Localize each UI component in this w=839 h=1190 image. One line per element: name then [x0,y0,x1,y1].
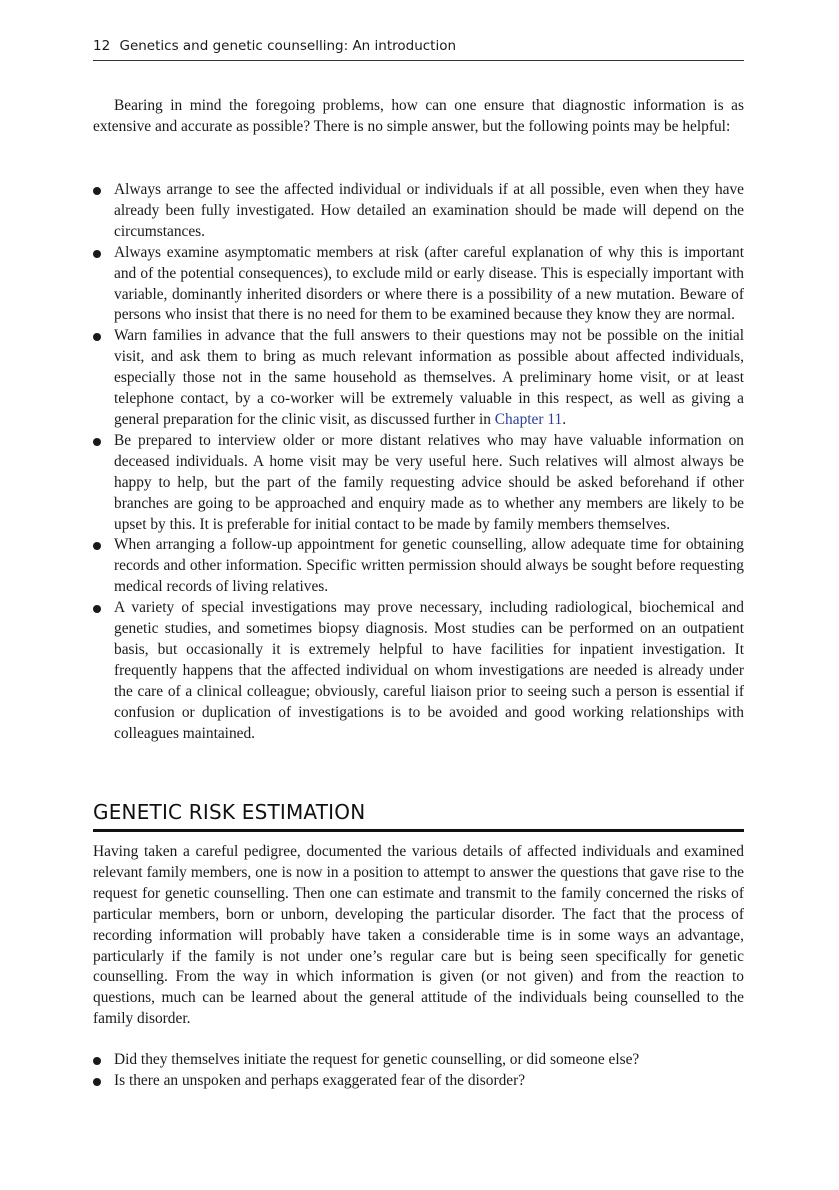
list-item-text: Always examine asymptomatic members at risk (after careful explanation of why this is important and of the potential consequences), to exclude mild or early disease. This is especially important with variable, dominantly inherited disorders or where there is a possibility of a new mutation. Beware of persons who insist that there is no need for them to be examined because they know they are normal. [114,243,744,324]
bullet-icon [93,333,101,341]
list-item-text: Did they themselves initiate the request for genetic counselling, or did someone else? [114,1051,640,1068]
bullet-icon [93,438,101,446]
section-paragraph: Having taken a careful pedigree, documented the various details of affected individuals and examined relevant family members, one is now in a position to attempt to answer the questions that gave rise to the request for genetic counselling. Then one can estimate and transmit to the family concerned the risks of particular members, born or unborn, developing the particular disorder. The fact that the process of recording information will probably have taken a considerable time is in some ways an advantage, particularly if the family is not under one’s regular care but is being seen specifically for genetic counselling. From the way in which information is given (or not given) and from the reaction to questions, much can be learned about the general attitude of the individuals being counselled to the family disorder. [93,843,744,1028]
bullet-icon [93,187,101,195]
list-item-text: Is there an unspoken and perhaps exaggerated fear of the disorder? [114,1071,526,1089]
chapter-11-link[interactable]: Chapter 11 [494,410,563,428]
list-item [93,1050,744,1071]
section-heading: GENETIC RISK ESTIMATION [93,800,744,832]
section-bullet-list [93,1050,744,1092]
list-item-text-after-link: . [562,410,567,428]
list-item-text-before-link: Warn families in advance that the full answers to their questions may not be possible on the initial visit, and ask them to bring as much relevant information as possible about affected individuals, especially those not in the same household as themselves. A preliminary home visit, or at least telephone contact, by a co-worker will be extremely valuable in this respect, as well as giving a general preparation for the clinic visit, as discussed further in [114,327,744,428]
bullet-icon [93,605,101,613]
page-number: 12 [93,38,111,54]
list-item [93,598,744,744]
list-item-text: A variety of special investigations may prove necessary, including radiological, biochemical and genetic studies, and sometimes biopsy diagnosis. Most studies can be performed on an outpatient basis, but occasionally it is extremely helpful to have facilities for inpatient investigation. It frequently happens that the affected individual on whom investigations are needed is already under the care of a clinical colleague; obviously, careful liaison prior to seeing such a person is essential if confusion or duplication of investigations is to be avoided and good working relationships with colleagues maintained. [114,599,744,742]
bullet-list [93,180,744,744]
list-item-text: Always arrange to see the affected individual or individuals if at all possible, even when they have already been fully investigated. How detailed an examination should be made will depend on the circumstances. [114,181,744,240]
running-title: Genetics and genetic counselling: An introduction [119,38,457,54]
list-item [93,180,744,243]
bullet-icon [93,1057,101,1065]
list-item-text: Be prepared to interview older or more distant relatives who may have valuable information on deceased individuals. A home visit may be very useful here. Such relatives will almost always be happy to help, but the part of the family requesting advice should be asked beforehand if other branches are going to be approached and enquiry made as to whether any members are likely to be upset by this. It is preferable for initial contact to be made by family members themselves. [114,431,744,533]
list-item [93,1071,744,1092]
bullet-icon [93,1078,101,1086]
bullet-icon [93,542,101,550]
list-item-text: When arranging a follow-up appointment for genetic counselling, allow adequate time for obtaining records and other information. Specific written permission should always be sought before requesting medical records of living relatives. [114,536,744,596]
list-item [93,326,744,431]
list-item [93,535,744,598]
list-item [93,431,744,536]
intro-paragraph: Bearing in mind the foregoing problems, how can one ensure that diagnostic information is as extensive and accurate as possible? There is no simple answer, but the following points may be helpful: [93,97,744,135]
bullet-icon [93,250,101,258]
running-header [93,38,744,61]
list-item [93,243,744,327]
